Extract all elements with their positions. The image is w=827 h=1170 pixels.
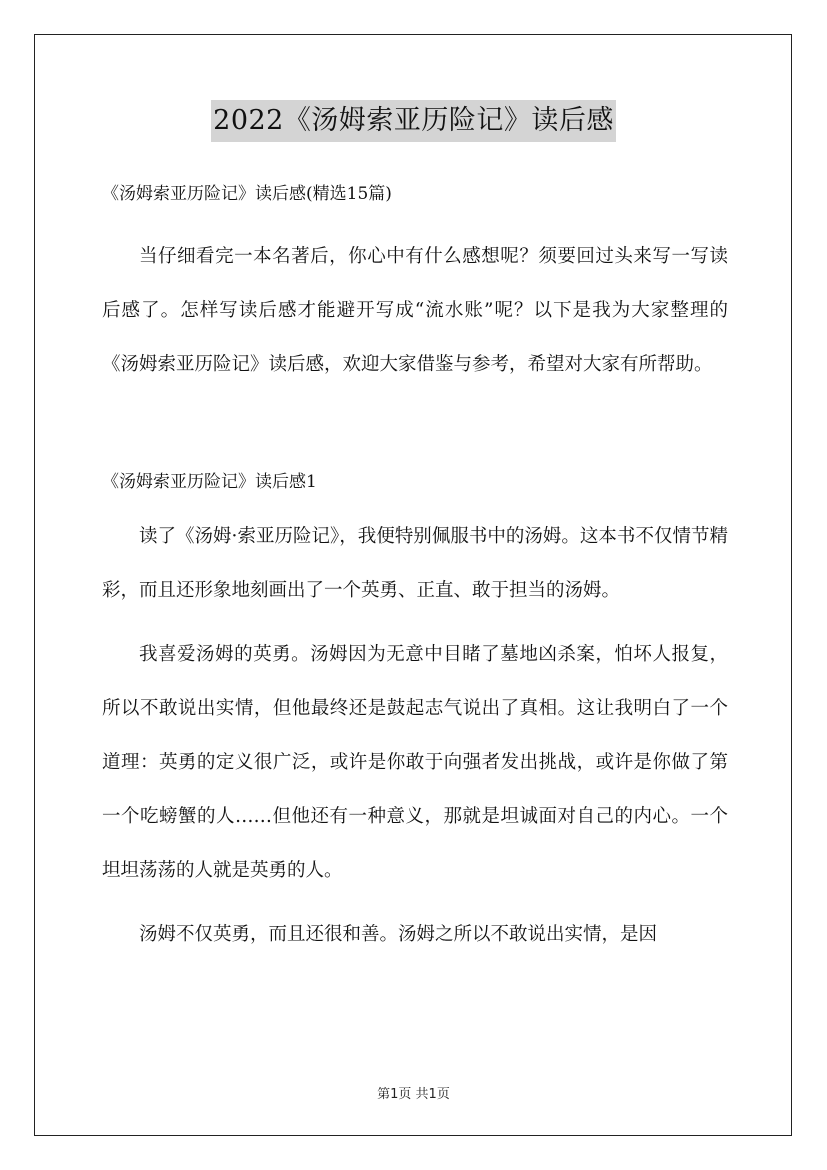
intro-paragraph: 当仔细看完一本名著后，你心中有什么感想呢？须要回过头来写一写读后感了。怎样写读后感才能避开写成“流水账”呢？以下是我为大家整理的《汤姆索亚历险记》读后感，欢迎大家借鉴与参考，希望对大家有所帮助。 <box>102 246 728 375</box>
document-title: 2022《汤姆索亚历险记》读后感 <box>211 100 616 142</box>
document-body <box>102 176 728 962</box>
section-heading: 《汤姆索亚历险记》读后感1 <box>102 472 317 492</box>
title-container <box>0 100 827 142</box>
body-paragraph: 汤姆不仅英勇，而且还很和善。汤姆之所以不敢说出实情，是因 <box>139 924 658 945</box>
subtitle: 《汤姆索亚历险记》读后感(精选15篇) <box>102 184 392 204</box>
body-paragraph: 我喜爱汤姆的英勇。汤姆因为无意中目睹了墓地凶杀案，怕坏人报复，所以不敢说出实情，但他最终还是鼓起志气说出了真相。这让我明白了一个道理：英勇的定义很广泛，或许是你敢于向强者发出挑战，或许是你做了第一个吃螃蟹的人……但他还有一种意义，那就是坦诚面对自己的内心。一个坦坦荡荡的人就是英勇的人。 <box>102 644 728 881</box>
body-paragraph: 读了《汤姆·索亚历险记》，我便特别佩服书中的汤姆。这本书不仅情节精彩，而且还形象地刻画出了一个英勇、正直、敢于担当的汤姆。 <box>102 526 728 601</box>
page-footer: 第1页 共1页 <box>377 1087 450 1102</box>
